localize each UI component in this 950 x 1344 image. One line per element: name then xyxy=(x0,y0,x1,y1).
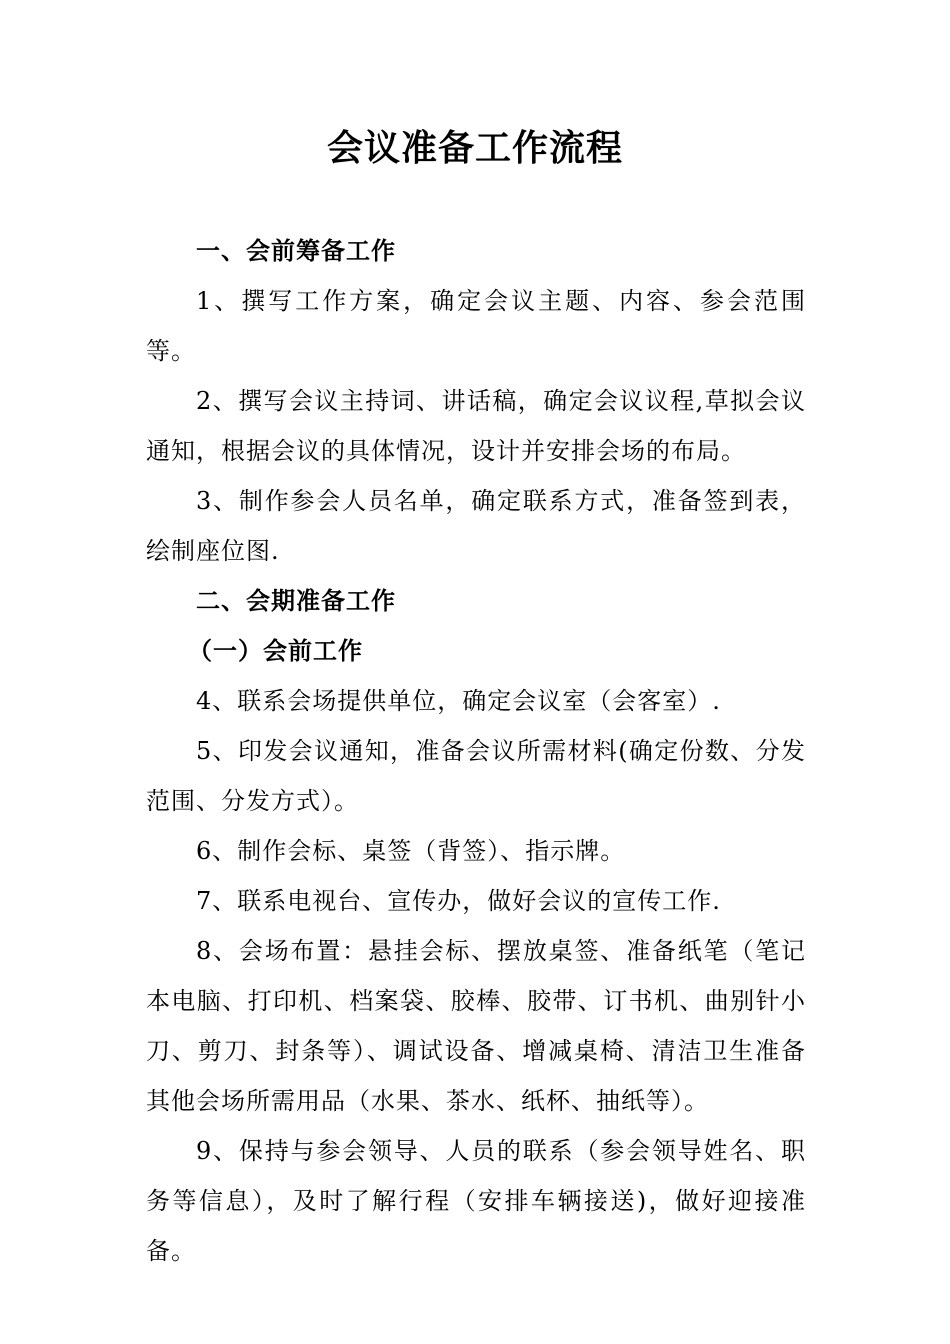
document-title: 会议准备工作流程 xyxy=(326,127,623,169)
section-heading-during-meeting: 二、会期准备工作 xyxy=(196,587,396,615)
paragraph-item-8: 8、会场布置：悬挂会标、摆放桌签、准备纸笔（笔记本电脑、打印机、档案袋、胶棒、胶带、订书机、曲别针小刀、剪刀、封条等）、调试设备、增减桌椅、清洁卫生准备其他会场所需用品（水果、茶水、纸杯、抽纸等）。 xyxy=(146,937,806,1115)
document-body xyxy=(146,226,806,1276)
paragraph-item-5: 5、印发会议通知，准备会议所需材料(确定份数、分发范围、分发方式）。 xyxy=(146,737,806,815)
paragraph-item-1: 1、撰写工作方案，确定会议主题、内容、参会范围等。 xyxy=(146,287,806,365)
paragraph-item-9: 9、保持与参会领导、人员的联系（参会领导姓名、职务等信息），及时了解行程（安排车辆接送)，做好迎接准备。 xyxy=(146,1137,806,1265)
paragraph-item-7: 7、联系电视台、宣传办，做好会议的宣传工作. xyxy=(196,887,721,915)
paragraph-item-2: 2、撰写会议主持词、讲话稿，确定会议议程,草拟会议通知，根据会议的具体情况，设计并安排会场的布局。 xyxy=(146,387,806,465)
subsection-heading-before-meeting: （一）会前工作 xyxy=(188,637,363,665)
paragraph-item-3: 3、制作参会人员名单，确定联系方式，准备签到表，绘制座位图. xyxy=(146,487,806,565)
paragraph-item-6: 6、制作会标、桌签（背签）、指示牌。 xyxy=(196,837,626,865)
section-heading-pre-meeting: 一、会前筹备工作 xyxy=(196,237,396,265)
paragraph-item-4: 4、联系会场提供单位，确定会议室（会客室）. xyxy=(196,687,721,715)
